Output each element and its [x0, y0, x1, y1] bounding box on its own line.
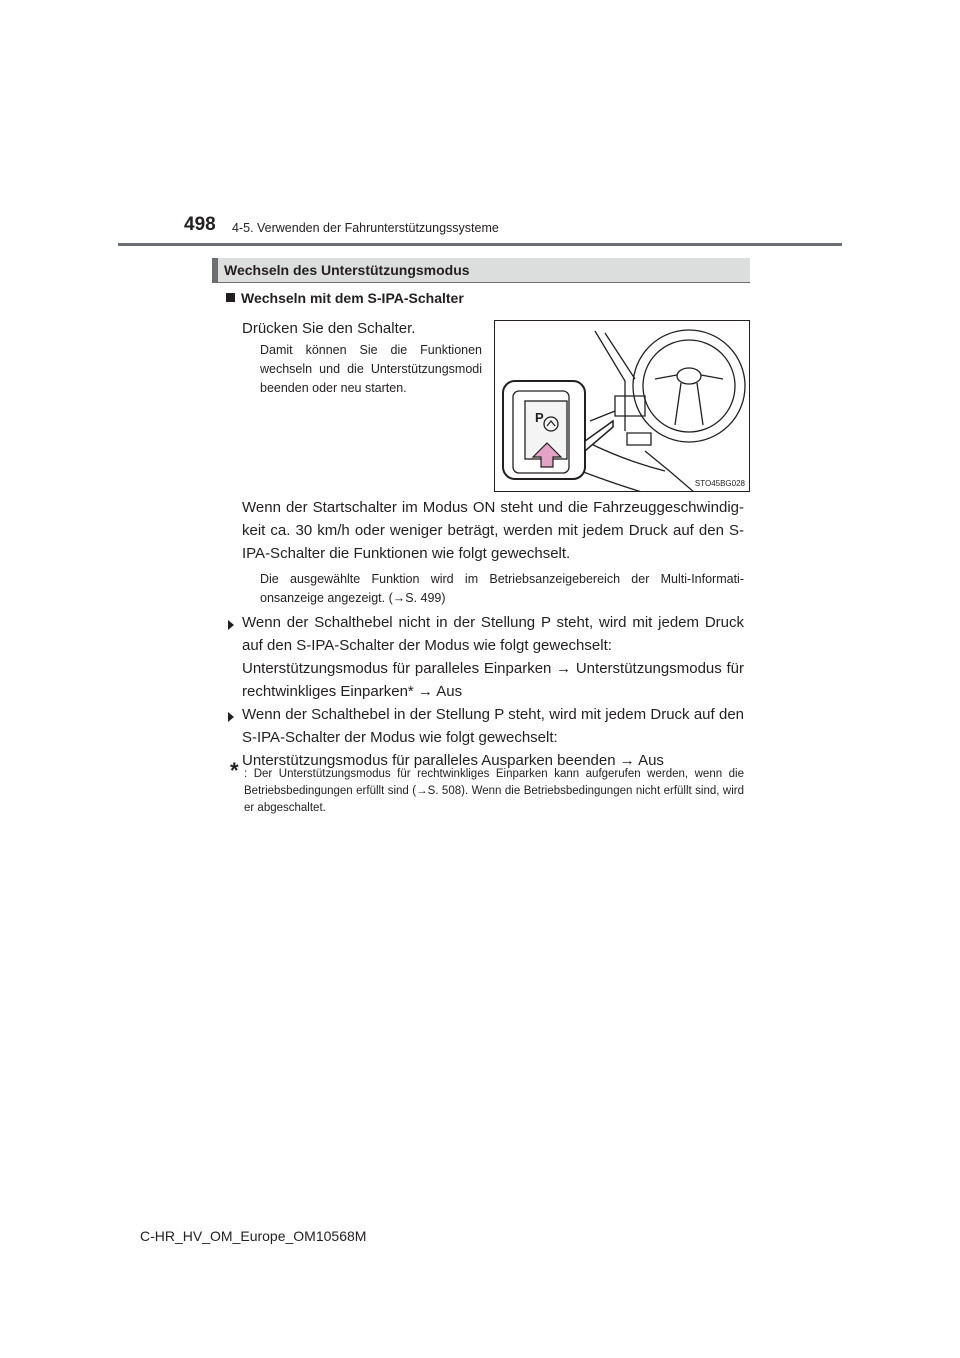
bullet-2-sequence: Unterstützungsmodus für paralleles Ausparken beenden → Aus [242, 752, 664, 769]
section-rule [212, 282, 750, 283]
section-title: Wechseln des Unterstützungsmodus [224, 262, 470, 278]
document-id: C-HR_HV_OM_Europe_OM10568M [140, 1228, 367, 1244]
body-note: Die ausgewählte Funktion wird im Betriebsanzeigebereich der Multi-Informationsanzeige angezeigt. (→S. 499) [260, 572, 744, 605]
header-rule [118, 243, 842, 246]
section-bar-accent [212, 258, 218, 282]
square-bullet-icon [226, 293, 235, 302]
chapter-heading: 4-5. Verwenden der Fahrunterstützungssysteme [232, 221, 499, 235]
bullet-1-sequence: Unterstützungsmodus für paralleles Einparken → Unterstützungsmodus für rechtwinkliges Einparken* → Aus [242, 660, 744, 700]
section-heading-bar [212, 258, 750, 282]
instruction-note: Damit können Sie die Funktionen wechseln und die Unterstützungsmodi beenden oder neu starten. [260, 343, 482, 395]
bullet-1-text: Wenn der Schalthebel nicht in der Stellung P steht, wird mit jedem Druck auf den S-IPA-Schalter der Modus wie folgt gewechselt: [242, 614, 744, 654]
dashboard-drawing [495, 321, 750, 492]
bullet-2-text: Wenn der Schalthebel in der Stellung P steht, wird mit jedem Druck auf den S-IPA-Schalter der Modus wie folgt gewechselt: [242, 706, 744, 746]
instruction-text: Drücken Sie den Schalter. [242, 320, 416, 337]
switch-p-letter: P [535, 410, 544, 425]
body-paragraph: Wenn der Startschalter im Modus ON steht und die Fahrzeuggeschwindigkeit ca. 30 km/h oder weniger beträgt, werden mit jedem Druck auf den S-IPA-Schalter die Funktionen wie folgt gewechselt. [242, 499, 744, 562]
page-number: 498 [184, 214, 216, 235]
triangle-bullet-icon [228, 620, 234, 630]
switch-illustration [494, 320, 750, 492]
subsection-heading [226, 290, 464, 306]
subsection-title: Wechseln mit dem S-IPA-Schalter [241, 290, 464, 306]
footnote-text: : Der Unterstützungsmodus für rechtwinkliges Einparken kann aufgerufen werden, wenn die Betriebsbedingungen erfüllt sind (→S. 508). Wenn die Betriebsbedingungen nicht erfüllt sind, wird er abgeschaltet. [244, 768, 744, 814]
triangle-bullet-icon [228, 712, 234, 722]
figure-label: STO45BG028 [694, 479, 745, 488]
footnote-marker: * [230, 758, 239, 783]
